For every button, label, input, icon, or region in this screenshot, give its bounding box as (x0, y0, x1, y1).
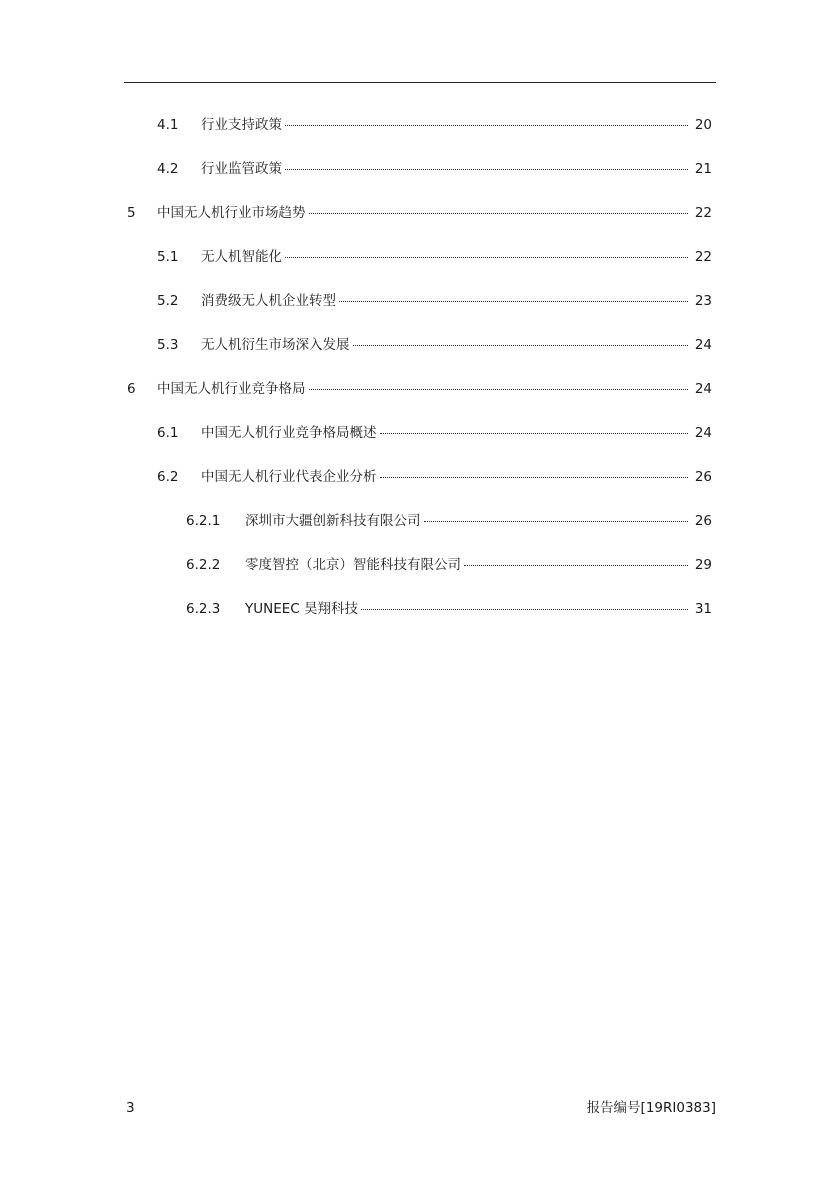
toc-entry-title-wrap (201, 421, 690, 445)
toc-entry-title-wrap (245, 553, 690, 577)
toc-entry-title: 深圳市大疆创新科技有限公司 (245, 513, 421, 529)
toc-entry-number: 5.3 (157, 337, 179, 353)
toc-entry-title-wrap (157, 201, 690, 225)
toc-entry-number: 5.1 (157, 249, 179, 265)
toc-entry-number: 6.2.2 (186, 557, 221, 573)
toc-dot-leader (309, 199, 689, 214)
toc-entry-title: 零度智控（北京）智能科技有限公司 (245, 557, 461, 573)
page-number: 3 (126, 1100, 135, 1116)
toc-entry[interactable] (0, 509, 840, 533)
toc-entry-title-wrap (201, 333, 690, 357)
toc-entry-title: 行业支持政策 (201, 117, 282, 133)
toc-entry[interactable] (0, 421, 840, 445)
toc-dot-leader (380, 463, 689, 478)
toc-entry-number: 6.1 (157, 425, 179, 441)
toc-dot-leader (285, 155, 688, 170)
toc-entry-number: 6 (127, 381, 136, 397)
toc-entry-page: 24 (694, 337, 712, 353)
toc-entry-title-wrap (201, 289, 690, 313)
toc-dot-leader (285, 243, 688, 258)
toc-entry[interactable] (0, 113, 840, 137)
toc-entry-title: 中国无人机行业代表企业分析 (201, 469, 377, 485)
toc-entry-page: 26 (694, 513, 712, 529)
toc-entry-title-wrap (201, 113, 690, 137)
toc-entry[interactable] (0, 157, 840, 181)
toc-dot-leader (285, 111, 688, 126)
toc-entry-number: 5 (127, 205, 136, 221)
toc-entry-page: 22 (694, 205, 712, 221)
toc-entry[interactable] (0, 377, 840, 401)
toc-entry-number: 5.2 (157, 293, 179, 309)
toc-entry[interactable] (0, 333, 840, 357)
toc-entry[interactable] (0, 465, 840, 489)
toc-dot-leader (309, 375, 689, 390)
toc-entry-title: 无人机智能化 (201, 249, 282, 265)
toc-entry-title: 无人机衍生市场深入发展 (201, 337, 350, 353)
toc-entry-title: YUNEEC 昊翔科技 (245, 601, 359, 617)
toc-entry-page: 23 (694, 293, 712, 309)
toc-entry-page: 21 (694, 161, 712, 177)
toc-entry-page: 22 (694, 249, 712, 265)
toc-entry-page: 20 (694, 117, 712, 133)
toc-entry-title: 消费级无人机企业转型 (201, 293, 336, 309)
toc-dot-leader (424, 507, 689, 522)
toc-entry-number: 6.2 (157, 469, 179, 485)
toc-dot-leader (464, 551, 688, 566)
toc-entry-title-wrap (157, 377, 690, 401)
toc-entry[interactable] (0, 289, 840, 313)
toc-entry-page: 29 (694, 557, 712, 573)
toc-entry[interactable] (0, 201, 840, 225)
toc-entry-title-wrap (201, 465, 690, 489)
toc-entry-title-wrap (245, 509, 690, 533)
toc-entry-page: 31 (694, 601, 712, 617)
toc-entry-number: 6.2.1 (186, 513, 221, 529)
toc-entry-title: 中国无人机行业竞争格局概述 (201, 425, 377, 441)
toc-entry-title-wrap (201, 157, 690, 181)
toc-entry-page: 26 (694, 469, 712, 485)
toc-entry-number: 4.1 (157, 117, 179, 133)
report-id: 报告编号[19RI0383] (586, 1100, 716, 1116)
toc-dot-leader (361, 595, 688, 610)
toc-entry[interactable] (0, 597, 840, 621)
toc-entry-page: 24 (694, 381, 712, 397)
toc-dot-leader (339, 287, 688, 302)
toc-entry-title-wrap (201, 245, 690, 269)
toc-entry-number: 4.2 (157, 161, 179, 177)
toc-entry-title: 行业监管政策 (201, 161, 282, 177)
toc-entry-page: 24 (694, 425, 712, 441)
toc-entry[interactable] (0, 245, 840, 269)
toc-entry-title: 中国无人机行业竞争格局 (157, 381, 306, 397)
toc-entry[interactable] (0, 553, 840, 577)
toc-entry-number: 6.2.3 (186, 601, 221, 617)
toc-entry-title-wrap (245, 597, 690, 621)
toc-entry-title: 中国无人机行业市场趋势 (157, 205, 306, 221)
toc-dot-leader (380, 419, 689, 434)
toc-dot-leader (353, 331, 689, 346)
